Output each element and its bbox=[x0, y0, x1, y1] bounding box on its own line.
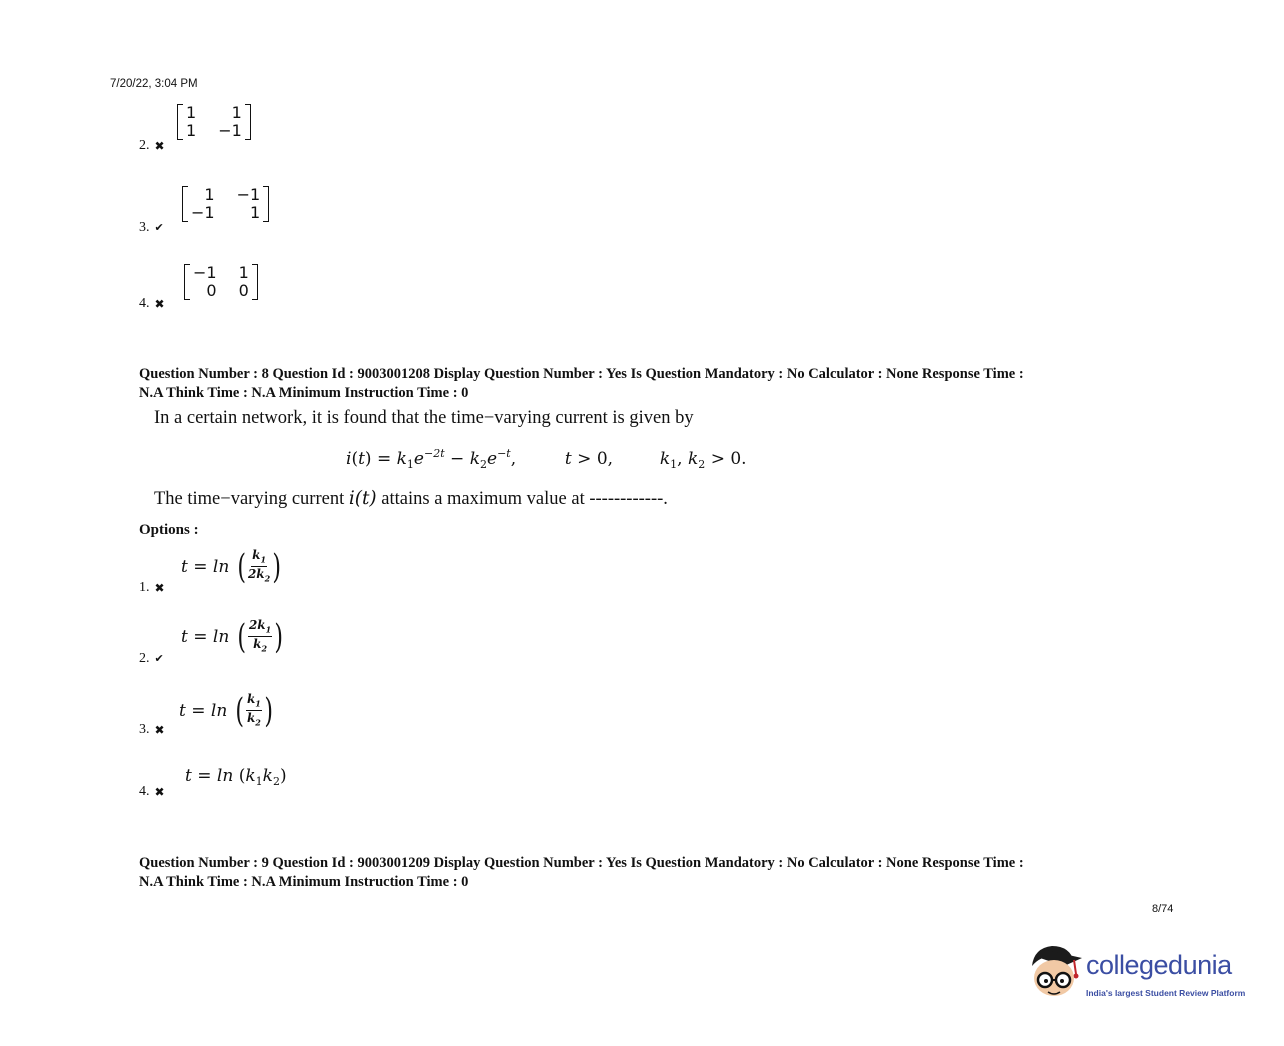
matrix-cell: 0 bbox=[206, 281, 217, 300]
option-number-row bbox=[139, 651, 164, 667]
matrix-cell: 1 bbox=[186, 103, 197, 122]
current-symbol: i(t) bbox=[348, 488, 377, 509]
option-number-row bbox=[139, 784, 165, 800]
question-text: In a certain network, it is found that the time−varying current is given by bbox=[154, 408, 694, 428]
matrix-cell: 1 bbox=[231, 103, 242, 122]
option-number-row bbox=[139, 722, 165, 738]
cross-icon: ✖ bbox=[154, 723, 165, 737]
collegedunia-logo bbox=[1024, 940, 1264, 1010]
matrix-cell: −1 bbox=[193, 263, 217, 282]
page-number: 8/74 bbox=[1152, 903, 1174, 915]
meta-line: Question Number : 9 Question Id : 9003001209 Display Question Number : Yes Is Question Mandatory : No Calculator : None Response Time : bbox=[139, 855, 1024, 871]
matrix-cell: 1 bbox=[204, 185, 215, 204]
option-number-row bbox=[139, 220, 164, 236]
matrix-cell: −1 bbox=[191, 203, 215, 222]
timestamp: 7/20/22, 3:04 PM bbox=[110, 78, 198, 90]
option-formula: $t = \ln (k_1k_2)$ bbox=[185, 766, 287, 788]
option-2 bbox=[139, 618, 439, 670]
options-label: Options : bbox=[139, 522, 199, 538]
check-icon: ✔ bbox=[154, 221, 164, 234]
question-9-meta bbox=[139, 854, 1159, 892]
option-number-row bbox=[139, 296, 165, 312]
mascot-icon bbox=[1024, 940, 1086, 1006]
cross-icon: ✖ bbox=[154, 139, 165, 153]
cross-icon: ✖ bbox=[154, 581, 165, 595]
option-4 bbox=[139, 764, 439, 804]
option-3 bbox=[139, 692, 439, 744]
option-number-row bbox=[139, 138, 165, 154]
option-number: 1. bbox=[139, 580, 150, 595]
matrix bbox=[184, 264, 258, 300]
matrix-cell: −1 bbox=[236, 185, 261, 204]
matrix-cell: 1 bbox=[238, 263, 249, 282]
option-number: 3. bbox=[139, 722, 150, 737]
matrix bbox=[177, 104, 251, 140]
option-formula: t = ln ( $\frac{k_1}{2k_2}$ ) bbox=[181, 546, 282, 587]
option-number: 4. bbox=[139, 784, 150, 799]
cross-icon: ✖ bbox=[154, 297, 165, 311]
option-formula: t = ln ( $\frac{2k_1}{k_2}$ ) bbox=[181, 616, 284, 657]
logo-brand: collegedunia bbox=[1086, 950, 1232, 980]
option-number-row bbox=[139, 580, 165, 596]
question-8-meta bbox=[139, 365, 1159, 403]
option-formula: t = ln ( $\frac{k_1}{k_2}$ ) bbox=[179, 690, 273, 731]
matrix-cell: 1 bbox=[186, 121, 197, 140]
option-number: 4. bbox=[139, 296, 150, 311]
meta-line: Question Number : 8 Question Id : 9003001208 Display Question Number : Yes Is Question Mandatory : No Calculator : None Response Time : bbox=[139, 366, 1024, 382]
logo-tagline: India's largest Student Review Platform bbox=[1086, 988, 1246, 998]
cross-icon: ✖ bbox=[154, 785, 165, 799]
check-icon: ✔ bbox=[154, 652, 164, 665]
matrix-cell: −1 bbox=[218, 121, 242, 140]
question-text-2: The time−varying current i(t) attains a maximum value at ------------. bbox=[154, 488, 668, 509]
option-number: 2. bbox=[139, 138, 150, 153]
meta-line: N.A Think Time : N.A Minimum Instruction Time : 0 bbox=[139, 385, 469, 401]
option-number: 2. bbox=[139, 651, 150, 666]
option-number: 3. bbox=[139, 220, 150, 235]
matrix bbox=[182, 186, 269, 222]
current-equation: $i(t) = k_1e^{-2t} - k_2e^{-t}$, t > 0, $k_1$, $k_2 > 0$. bbox=[346, 447, 747, 471]
meta-line: N.A Think Time : N.A Minimum Instruction Time : 0 bbox=[139, 874, 469, 890]
matrix-cell: 0 bbox=[238, 281, 249, 300]
option-1 bbox=[139, 548, 439, 600]
matrix-cell: 1 bbox=[250, 203, 261, 222]
